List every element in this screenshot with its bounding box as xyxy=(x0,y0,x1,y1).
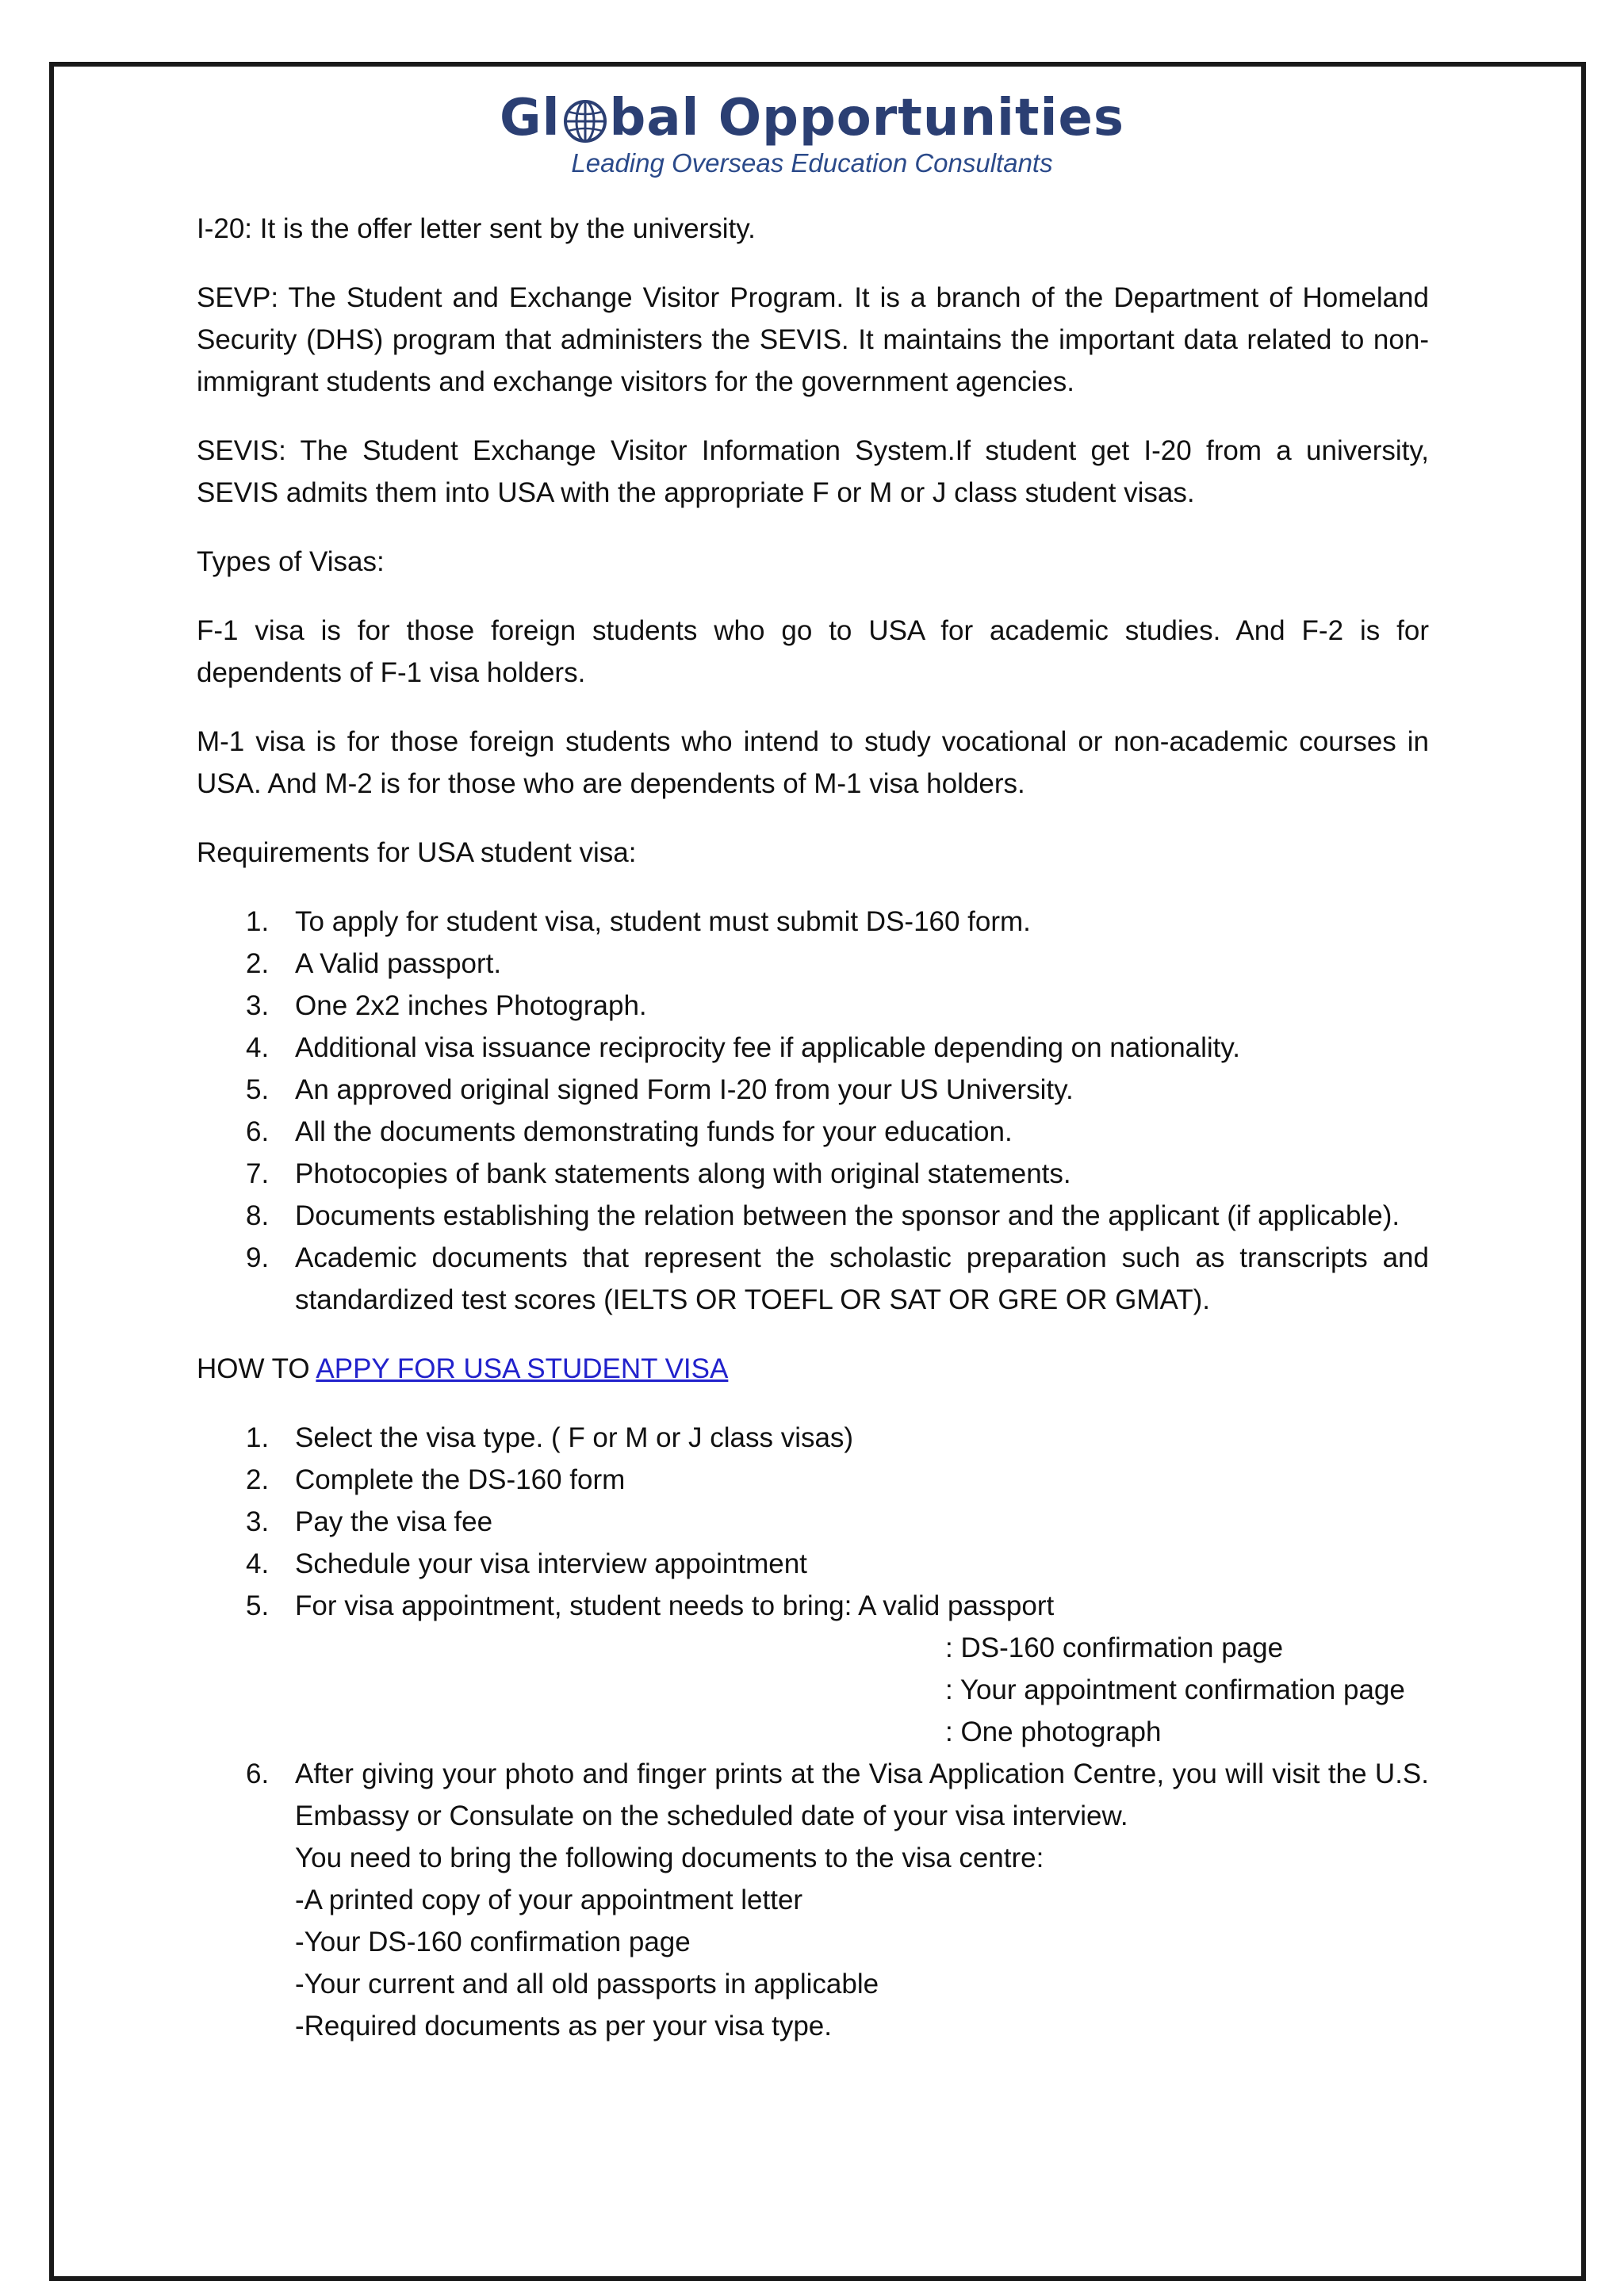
list-number: 3. xyxy=(246,990,270,1021)
logo-text-end: bal Opportunities xyxy=(609,89,1124,147)
logo-wordmark xyxy=(500,89,1124,147)
list-text: To apply for student visa, student must submit DS-160 form. xyxy=(295,906,1031,937)
document-item: -Your DS-160 confirmation page xyxy=(295,1927,691,1957)
list-text: You need to bring the following documents to the visa centre: xyxy=(295,1843,1044,1873)
list-item xyxy=(197,1195,1429,1237)
paragraph-i20: I-20: It is the offer letter sent by the university. xyxy=(197,213,756,244)
list-number: 5. xyxy=(246,1074,270,1105)
list-item xyxy=(197,985,1429,1027)
document-item: -Required documents as per your visa type. xyxy=(295,2011,832,2042)
paragraph-f1: F-1 visa is for those foreign students who go to USA for academic studies. And F-2 is for dependents of F-1 visa holders. xyxy=(197,615,1429,688)
requirements-list xyxy=(197,901,1429,1321)
list-item xyxy=(197,1459,1429,1501)
requirements-heading: Requirements for USA student visa: xyxy=(197,837,637,868)
list-text: Photocopies of bank statements along with original statements. xyxy=(295,1158,1071,1189)
list-text: Select the visa type. ( F or M or J class visas) xyxy=(295,1422,854,1453)
list-number: 6. xyxy=(246,1758,270,1789)
paragraph-sevis: SEVIS: The Student Exchange Visitor Information System.If student get I-20 from a university, SEVIS admits them into USA with the appropriate F or M or J class student visas. xyxy=(197,435,1429,508)
logo xyxy=(0,89,1624,179)
list-item xyxy=(197,1585,1429,1753)
apply-visa-link[interactable]: APPY FOR USA STUDENT VISA xyxy=(316,1353,729,1384)
document-body xyxy=(197,208,1429,2074)
list-text: Additional visa issuance reciprocity fee if applicable depending on nationality. xyxy=(295,1032,1241,1063)
list-text: One 2x2 inches Photograph. xyxy=(295,990,647,1021)
list-number: 3. xyxy=(246,1506,270,1537)
list-number: 8. xyxy=(246,1200,270,1231)
list-number: 1. xyxy=(246,1422,270,1453)
list-text: For visa appointment, student needs to bring: A valid passport xyxy=(295,1590,1055,1621)
list-number: 2. xyxy=(246,1464,270,1495)
list-text: Academic documents that represent the scholastic preparation such as transcripts and standardized test scores (IELTS OR TOEFL OR SAT OR GRE OR GMAT). xyxy=(295,1242,1429,1315)
logo-tagline: Leading Overseas Education Consultants xyxy=(571,148,1053,178)
list-number: 9. xyxy=(246,1242,270,1273)
list-item xyxy=(197,901,1429,943)
paragraph-m1: M-1 visa is for those foreign students who intend to study vocational or non-academic courses in USA. And M-2 is for those who are dependents of M-1 visa holders. xyxy=(197,726,1429,799)
appointment-item: : Your appointment confirmation page xyxy=(945,1674,1405,1705)
list-number: 6. xyxy=(246,1116,270,1147)
list-item xyxy=(197,1069,1429,1111)
list-text: An approved original signed Form I-20 from your US University. xyxy=(295,1074,1074,1105)
list-item xyxy=(197,1543,1429,1585)
list-number: 4. xyxy=(246,1032,270,1063)
list-text: Pay the visa fee xyxy=(295,1506,493,1537)
list-text: A Valid passport. xyxy=(295,948,502,979)
list-number: 1. xyxy=(246,906,270,937)
list-number: 5. xyxy=(246,1590,270,1621)
list-number: 4. xyxy=(246,1548,270,1579)
list-item xyxy=(197,1153,1429,1195)
logo-text-start: Gl xyxy=(500,89,561,147)
list-item xyxy=(197,1111,1429,1153)
list-item xyxy=(197,1753,1429,2047)
list-item xyxy=(197,1027,1429,1069)
types-heading: Types of Visas: xyxy=(197,546,385,577)
globe-icon xyxy=(563,99,607,144)
list-text: Documents establishing the relation between the sponsor and the applicant (if applicable). xyxy=(295,1200,1400,1231)
list-item xyxy=(197,1417,1429,1459)
list-text: After giving your photo and finger prints at the Visa Application Centre, you will visit the U.S. Embassy or Consulate on the scheduled date of your visa interview. xyxy=(295,1758,1429,1831)
list-item xyxy=(197,943,1429,985)
list-item xyxy=(197,1501,1429,1543)
appointment-item: : DS-160 confirmation page xyxy=(945,1632,1284,1663)
how-to-prefix: HOW TO xyxy=(197,1353,316,1384)
list-item xyxy=(197,1237,1429,1321)
document-item: -Your current and all old passports in applicable xyxy=(295,1969,879,1999)
list-text: Complete the DS-160 form xyxy=(295,1464,626,1495)
steps-list xyxy=(197,1417,1429,2047)
list-text: Schedule your visa interview appointment xyxy=(295,1548,807,1579)
list-text: All the documents demonstrating funds for your education. xyxy=(295,1116,1013,1147)
document-item: -A printed copy of your appointment letter xyxy=(295,1885,803,1915)
appointment-item: : One photograph xyxy=(945,1716,1162,1747)
how-to-heading xyxy=(197,1348,1429,1390)
list-number: 7. xyxy=(246,1158,270,1189)
list-number: 2. xyxy=(246,948,270,979)
paragraph-sevp: SEVP: The Student and Exchange Visitor Program. It is a branch of the Department of Homeland Security (DHS) program that administers the SEVIS. It maintains the important data related to non-immigrant students and exchange visitors for the government agencies. xyxy=(197,282,1429,397)
